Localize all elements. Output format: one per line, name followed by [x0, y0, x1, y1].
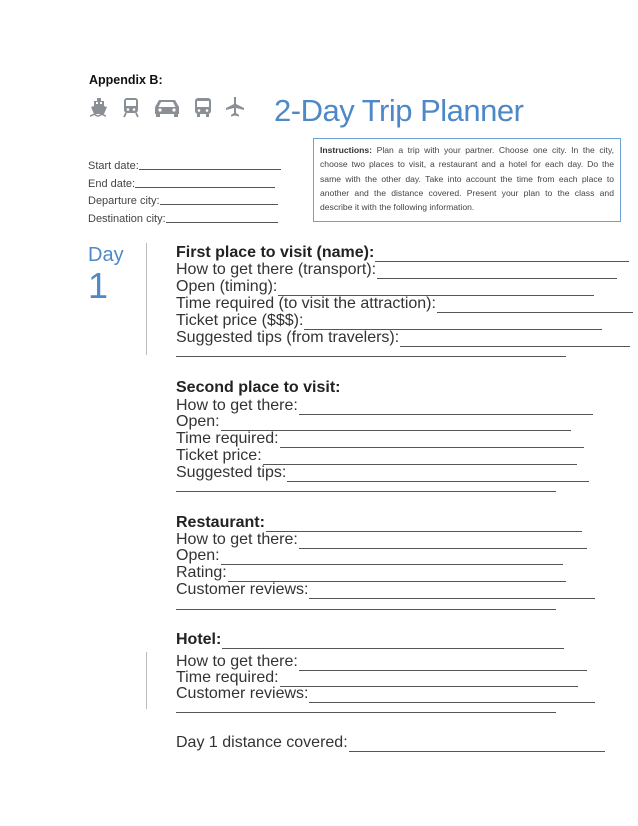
- ship-icon: [88, 96, 110, 118]
- departure-city-field[interactable]: Departure city:: [88, 193, 281, 211]
- divider-line: [146, 652, 147, 709]
- restaurant-open-field[interactable]: Open:: [176, 547, 563, 565]
- day-word: Day: [88, 244, 124, 266]
- time-required-field[interactable]: Time required (to visit the attraction):: [176, 295, 633, 313]
- open-timing-field[interactable]: Open (timing):: [176, 278, 594, 296]
- destination-city-field[interactable]: Destination city:: [88, 211, 281, 229]
- restaurant-reviews-field[interactable]: Customer reviews:: [176, 581, 595, 599]
- divider-line: [146, 243, 147, 355]
- car-icon: [152, 96, 182, 118]
- blank-line[interactable]: [176, 712, 556, 713]
- second-place-heading: Second place to visit:: [176, 379, 341, 396]
- instructions-text: Plan a trip with your partner. Choose one city. In the city, choose two places to visit, a restaurant and a hotel for each day. Do the same with the other day. Take into account the time from each place to another and the distance covered. Present your plan to the class and describe it with the following information.: [320, 145, 614, 213]
- appendix-heading: Appendix B:: [89, 73, 163, 87]
- plane-icon: [224, 96, 246, 118]
- hotel-reviews-field[interactable]: Customer reviews:: [176, 685, 595, 703]
- second-open-field[interactable]: Open:: [176, 413, 571, 431]
- second-ticket-field[interactable]: Ticket price:: [176, 447, 577, 465]
- instructions-label: Instructions:: [320, 145, 373, 155]
- restaurant-rating-field[interactable]: Rating:: [176, 564, 566, 582]
- hotel-how-field[interactable]: How to get there:: [176, 653, 587, 671]
- train-icon: [120, 96, 142, 118]
- ticket-price-field[interactable]: Ticket price ($$$):: [176, 312, 602, 330]
- blank-line[interactable]: [176, 609, 556, 610]
- blank-line[interactable]: [176, 356, 566, 357]
- second-how-field[interactable]: How to get there:: [176, 397, 593, 415]
- day-number: 1: [88, 265, 109, 306]
- second-time-field[interactable]: Time required:: [176, 430, 584, 448]
- instructions-box: [313, 138, 621, 222]
- trip-info: [88, 158, 281, 228]
- bus-icon: [192, 96, 214, 118]
- second-tips-field[interactable]: Suggested tips:: [176, 464, 589, 482]
- restaurant-field[interactable]: Restaurant:: [176, 514, 582, 532]
- restaurant-how-field[interactable]: How to get there:: [176, 531, 587, 549]
- distance-covered-field[interactable]: Day 1 distance covered:: [176, 734, 605, 752]
- hotel-field[interactable]: Hotel:: [176, 631, 564, 649]
- suggested-tips-field[interactable]: Suggested tips (from travelers):: [176, 329, 630, 347]
- day-label: [88, 244, 124, 305]
- page-title: 2-Day Trip Planner: [274, 93, 524, 128]
- transport-icons: [88, 96, 246, 118]
- end-date-field[interactable]: End date:: [88, 176, 281, 194]
- hotel-time-field[interactable]: Time required:: [176, 669, 578, 687]
- transport-field[interactable]: How to get there (transport):: [176, 261, 617, 279]
- first-place-field[interactable]: First place to visit (name):: [176, 244, 629, 262]
- blank-line[interactable]: [176, 491, 556, 492]
- start-date-field[interactable]: Start date:: [88, 158, 281, 176]
